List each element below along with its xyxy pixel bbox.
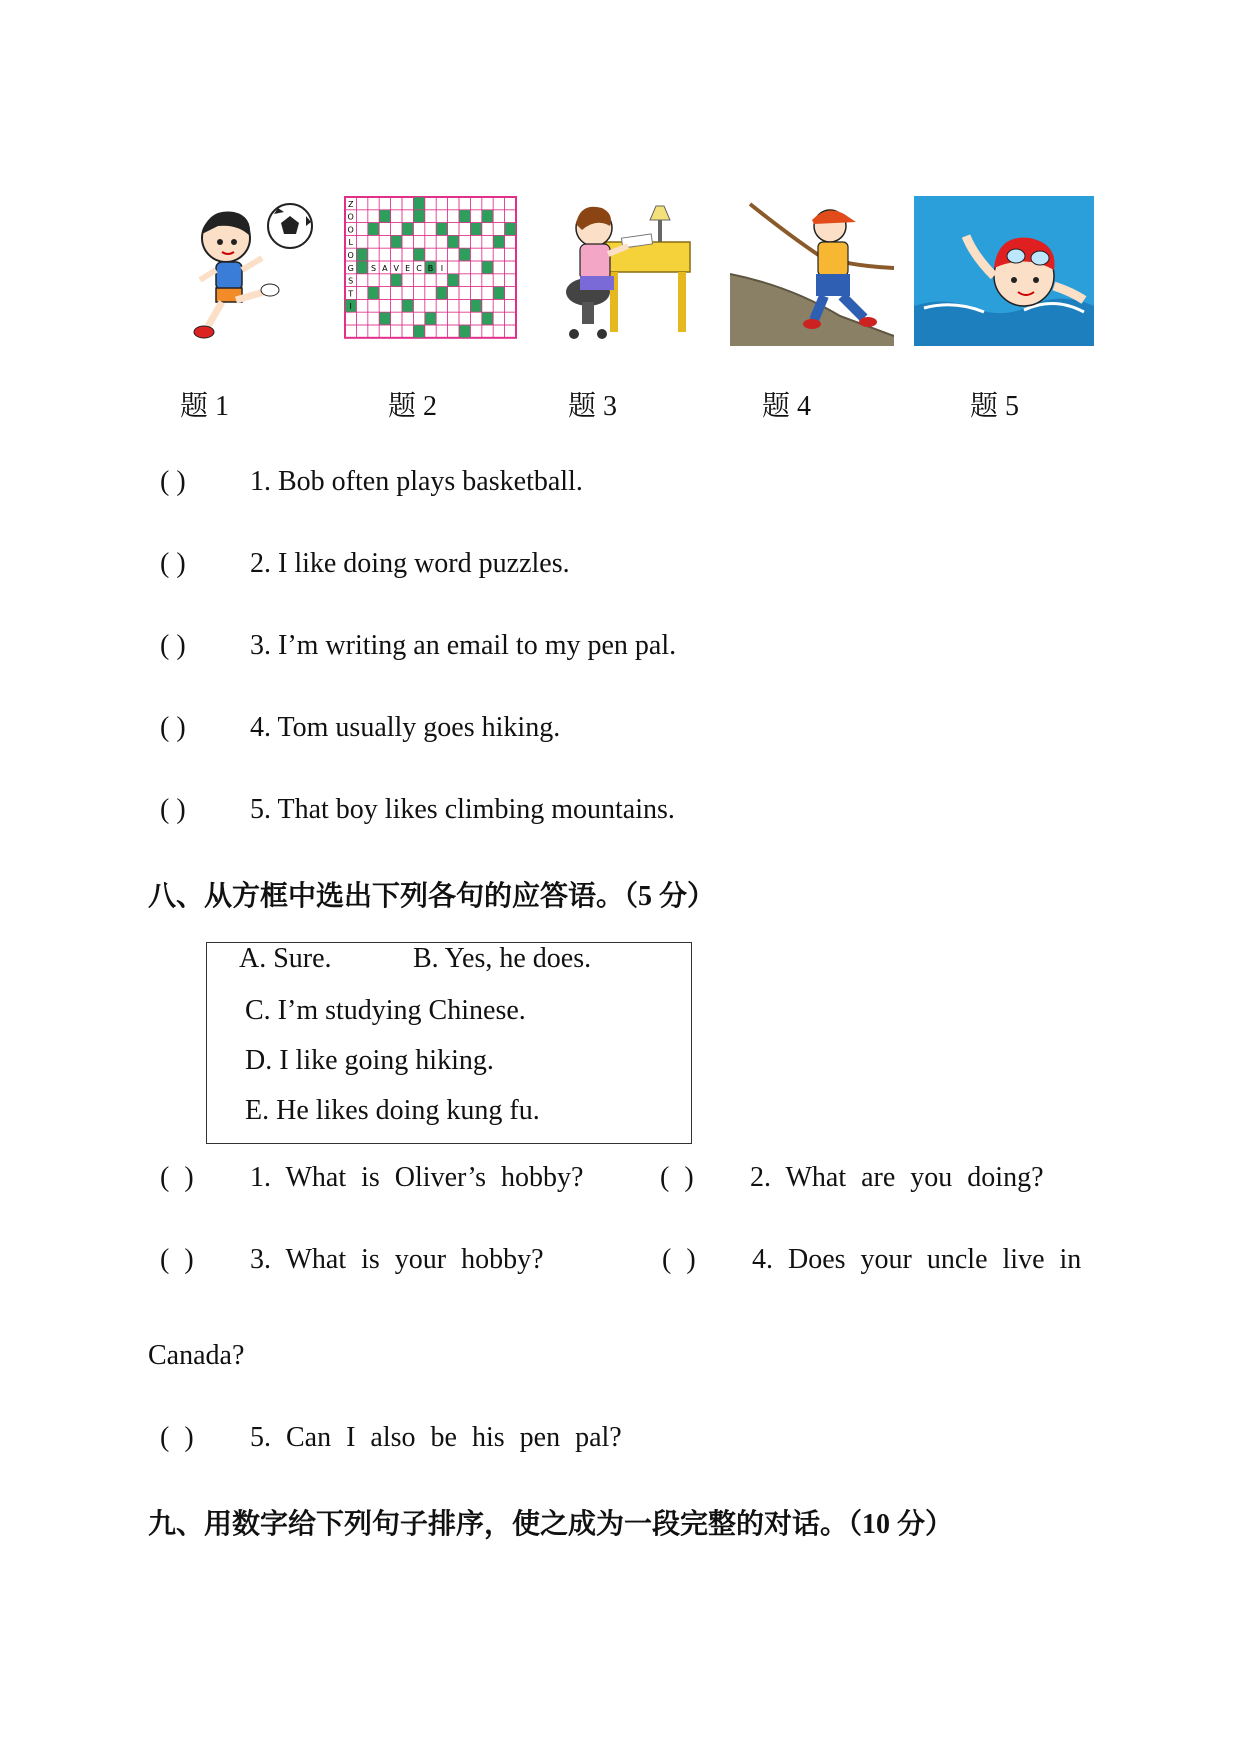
answer-blank[interactable]: ( ) [660, 1162, 694, 1193]
puzzle-cell [368, 287, 379, 300]
puzzle-cell [493, 235, 504, 248]
caption-1: 题 1 [180, 391, 230, 422]
section7-item-5 [160, 794, 675, 826]
puzzle-letter: L [348, 238, 353, 248]
caption-2: 题 2 [388, 391, 438, 422]
option-d: D. I like going hiking. [245, 1045, 494, 1076]
puzzle-letter: E [405, 263, 411, 273]
section8-heading: 八、从方框中选出下列各句的应答语。（5 分） [148, 881, 716, 912]
puzzle-cell [379, 312, 390, 325]
answer-blank[interactable]: ( ) [160, 794, 186, 825]
puzzle-cell [436, 223, 447, 236]
puzzle-letter: S [348, 276, 354, 286]
puzzle-cell [459, 248, 470, 261]
section8-item-3 [160, 1244, 544, 1276]
puzzle-cell [413, 248, 424, 261]
item-text: 5. That boy likes climbing mountains. [250, 794, 675, 825]
puzzle-cell [402, 223, 413, 236]
section8-item-1 [160, 1162, 583, 1194]
answer-blank[interactable]: ( ) [160, 1244, 194, 1275]
puzzle-cell [482, 210, 493, 223]
caption-3: 题 3 [568, 391, 618, 422]
puzzle-letter: V [393, 263, 400, 273]
section8-item-2 [660, 1162, 1044, 1194]
puzzle-letter: C [416, 263, 422, 273]
item-text: 2. What are you doing? [750, 1162, 1044, 1193]
section7-item-2 [160, 548, 570, 580]
answer-blank[interactable]: ( ) [160, 466, 186, 497]
puzzle-cell [436, 287, 447, 300]
puzzle-cell [505, 223, 516, 236]
section8-item-4-continuation: Canada? [148, 1340, 245, 1371]
option-a: A. Sure. [239, 943, 332, 974]
puzzle-cell [482, 312, 493, 325]
puzzle-cell [402, 299, 413, 312]
puzzle-cell [459, 210, 470, 223]
answer-blank[interactable]: ( ) [160, 712, 186, 743]
answer-blank[interactable]: ( ) [662, 1244, 696, 1275]
caption-5: 题 5 [970, 391, 1020, 422]
puzzle-cell [391, 235, 402, 248]
picture-boy-playing-soccer [178, 196, 318, 346]
answer-blank[interactable]: ( ) [160, 1422, 194, 1453]
puzzle-cell [413, 197, 424, 210]
puzzle-letter: O [347, 251, 354, 260]
option-c: C. I’m studying Chinese. [245, 995, 526, 1026]
answer-blank[interactable]: ( ) [160, 1162, 194, 1193]
puzzle-letter: I [440, 263, 444, 273]
puzzle-letter: O [347, 212, 354, 222]
item-text: 2. I like doing word puzzles. [250, 548, 570, 579]
answer-options-box [206, 942, 692, 1144]
puzzle-letter: I [349, 302, 352, 312]
answer-blank[interactable]: ( ) [160, 548, 186, 579]
item-text: 1. Bob often plays basketball. [250, 466, 583, 497]
picture-boy-climbing-mountain [730, 196, 894, 346]
item-text: 4. Tom usually goes hiking. [250, 712, 561, 743]
item-text: 3. I’m writing an email to my pen pal. [250, 630, 677, 661]
puzzle-cell [425, 312, 436, 325]
puzzle-cell [493, 287, 504, 300]
item-text: 5. Can I also be his pen pal? [250, 1422, 622, 1453]
puzzle-letter: Z [347, 199, 354, 209]
puzzle-cell [413, 210, 424, 223]
picture-child-swimming [914, 196, 1094, 346]
answer-blank[interactable]: ( ) [160, 630, 186, 661]
puzzle-cell [470, 223, 481, 236]
section8-item-4 [662, 1244, 1081, 1276]
puzzle-cell [448, 235, 459, 248]
section8-item-5 [160, 1422, 622, 1454]
item-text: 4. Does your uncle live in [752, 1244, 1082, 1275]
puzzle-cell [448, 274, 459, 287]
puzzle-cell [482, 261, 493, 274]
puzzle-letter: G [347, 263, 354, 273]
item-text: 1. What is Oliver’s hobby? [250, 1162, 584, 1193]
puzzle-cell [356, 261, 367, 274]
puzzle-letter: T [348, 289, 354, 299]
puzzle-cell [356, 248, 367, 261]
puzzle-cell [368, 223, 379, 236]
puzzle-cell [391, 274, 402, 287]
section7-item-3 [160, 630, 676, 662]
picture-child-writing-email [552, 196, 696, 346]
puzzle-letter: O [347, 225, 354, 235]
puzzle-cell [413, 325, 424, 338]
puzzle-cell [379, 210, 390, 223]
picture-word-puzzle [344, 196, 518, 346]
puzzle-letter: B [427, 263, 434, 273]
option-b: B. Yes, he does. [413, 943, 592, 974]
puzzle-letter: S [370, 263, 377, 273]
section7-item-4 [160, 712, 560, 744]
puzzle-letter: A [382, 263, 388, 273]
puzzle-cell [470, 299, 481, 312]
section7-item-1 [160, 466, 583, 498]
option-e: E. He likes doing kung fu. [245, 1095, 540, 1126]
puzzle-cell [459, 325, 470, 338]
section9-heading: 九、用数字给下列句子排序，使之成为一段完整的对话。（10 分） [148, 1509, 954, 1540]
item-text: 3. What is your hobby? [250, 1244, 544, 1275]
caption-4: 题 4 [762, 391, 812, 422]
